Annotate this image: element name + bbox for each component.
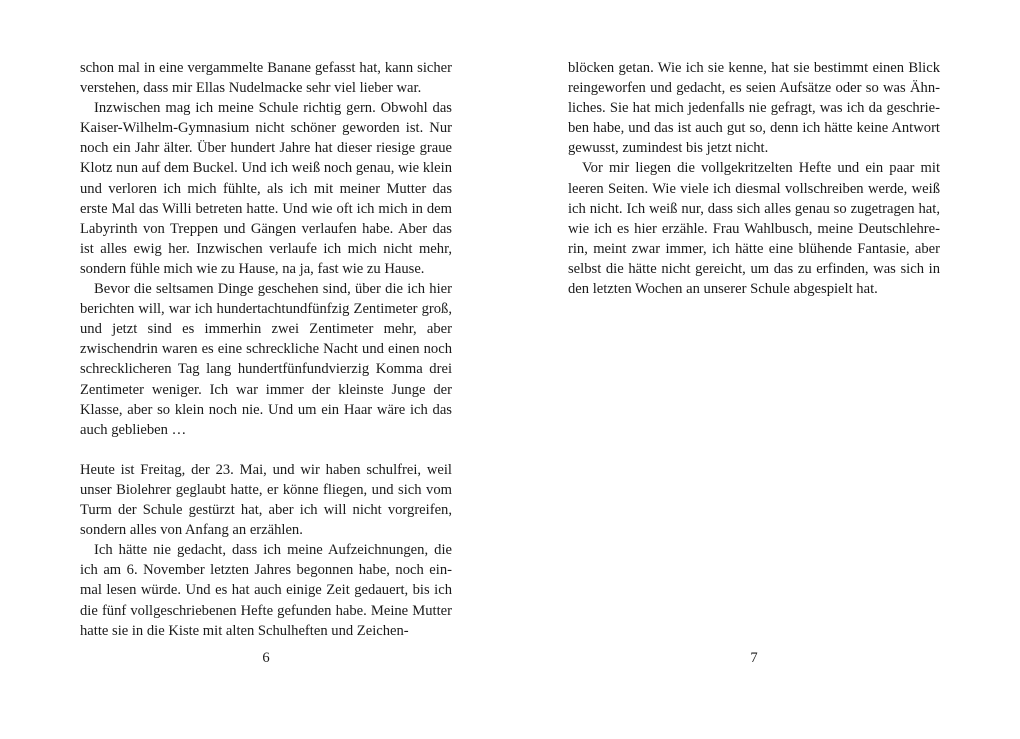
page-number-right: 7 (750, 650, 758, 666)
paragraph: Vor mir liegen die vollgekritzelten Hefte und ein paar mit leeren Seiten. Wie viele ich diesmal vollschreiben werde, weiß ich nicht. Ich weiß nur, dass sich alles genau so zugetragen hat, wie ich es hier erzähle. Frau Wahlbusch, meine Deutschlehrerin, meint zwar immer, ich hätte eine blühende Fantasie, aber selbst die hätte nicht gereicht, um das zu erfinden, was sich in den letzten Wochen an unserer Schule abgespielt hat. (568, 160, 940, 298)
paragraph: Bevor die seltsamen Dinge geschehen sind, über die ich hier berichten will, war ich hundertachtundfünfzig Zentimeter groß, und jetzt sind es immerhin zwei Zentimeter mehr, aber zwischendrin waren es eine schreckliche Nacht und einen noch schrecklicheren Tag lang hundertfünfundvierzig Komma drei Zentimeter weniger. Ich war immer der kleinste Junge der Klasse, aber so klein noch nie. Und um ein Haar wäre ich das auch geblieben … (80, 281, 452, 438)
paragraph: Heute ist Freitag, der 23. Mai, und wir haben schulfrei, weil unser Biolehrer geglaubt hatte, er könne fliegen, und sich vom Turm der Schule gestürzt hat, aber ich will nicht vorgreifen, sondern alles von Anfang an erzählen. (80, 461, 452, 539)
paragraph: blöcken getan. Wie ich sie kenne, hat sie bestimmt einen Blick reingeworfen und gedacht, es seien Aufsätze oder so was Ähnliches. Sie hat mich jedenfalls nie gefragt, was ich da geschrieben habe, und das ist auch gut so, denn ich hätte keine Antwort gewusst, zumindest bis jetzt nicht. (568, 60, 940, 157)
paragraph: Ich hätte nie gedacht, dass ich meine Aufzeichnungen, die ich am 6. November letzten Jahres begonnen habe, noch einmal lesen würde. Und es hat auch einige Zeit gedauert, bis ich die fünf vollgeschriebenen Hefte gefunden habe. Meine Mutter hatte sie in die Kiste mit alten Schulheften und Zeichen- (80, 542, 452, 639)
paragraph: Inzwischen mag ich meine Schule richtig gern. Obwohl das Kaiser-Wilhelm-Gymnasium nicht schöner geworden ist. Nur noch ein Jahr älter. Über hundert Jahre hat dieser riesige graue Klotz nun auf dem Buckel. Und ich weiß noch genau, wie klein und verloren ich mich fühlte, als ich mit meiner Mutter das erste Mal das Willi betreten hatte. Und wie oft ich mich in dem Labyrinth von Treppen und Gängen verlaufen habe. Aber das ist alles ewig her. Inzwischen verlaufe ich mich nicht mehr, sondern fühle mich wie zu Hause, na ja, fast wie zu Hause. (80, 100, 452, 277)
left-page (80, 58, 452, 641)
right-page (568, 58, 940, 299)
section-break (80, 440, 452, 460)
page-number-left: 6 (262, 650, 270, 666)
paragraph: schon mal in eine vergammelte Banane gefasst hat, kann sicher verstehen, dass mir Ellas Nudelmacke sehr viel lieber war. (80, 60, 452, 97)
